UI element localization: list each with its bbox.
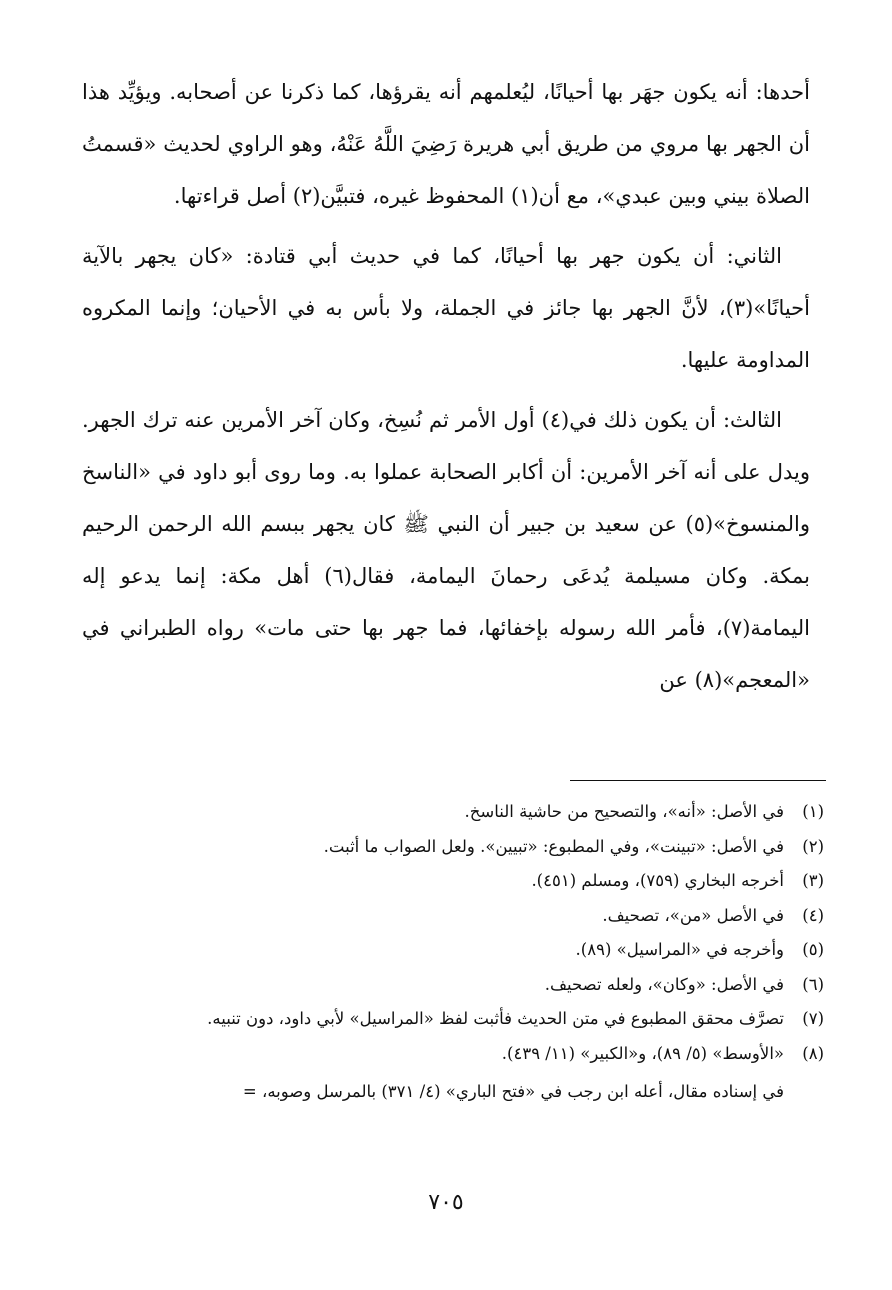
footnote-6 bbox=[82, 968, 824, 1003]
footnote-number: (٧) bbox=[802, 1009, 824, 1028]
footnotes bbox=[82, 795, 824, 1110]
footnote-number: (٨) bbox=[802, 1043, 824, 1063]
footnote-1 bbox=[82, 795, 824, 830]
footnote-7 bbox=[82, 1002, 824, 1037]
footnote-continuation: في إسناده مقال، أعله ابن رجب في «فتح الباري» (٤/ ٣٧١) بالمرسل وصوبه، = bbox=[242, 1082, 784, 1101]
footnote-3 bbox=[82, 864, 824, 899]
footnote-4 bbox=[82, 899, 824, 934]
footnote-2 bbox=[82, 830, 824, 865]
footnote-text: أخرجه البخاري (٧٥٩)، ومسلم (٤٥١). bbox=[531, 871, 784, 890]
footnote-number: (٥) bbox=[802, 940, 824, 959]
footnote-text: «الأوسط» (٥/ ٨٩)، و«الكبير» (١١/ ٤٣٩). bbox=[501, 1043, 784, 1063]
footnote-text: في الأصل: «تبينت»، وفي المطبوع: «تبيين». ولعل الصواب ما أثبت. bbox=[323, 836, 784, 856]
footnote-separator bbox=[570, 780, 826, 781]
footnote-number: (٦) bbox=[802, 974, 824, 994]
footnote-text: في الأصل: «وكان»، ولعله تصحيف. bbox=[544, 974, 784, 994]
footnote-text: في الأصل «من»، تصحيف. bbox=[602, 905, 784, 925]
footnote-number: (٣) bbox=[802, 871, 824, 890]
main-text bbox=[82, 66, 810, 714]
footnote-number: (٢) bbox=[802, 836, 824, 856]
page-number: ٧٠٥ bbox=[428, 1190, 464, 1215]
footnote-text: تصرَّف محقق المطبوع في متن الحديث فأثبت لفظ «المراسيل» لأبي داود، دون تنبيه. bbox=[207, 1009, 784, 1028]
footnote-text: وأخرجه في «المراسيل» (٨٩). bbox=[575, 940, 784, 959]
footnote-number: (٤) bbox=[802, 905, 824, 925]
paragraph-third: الثالث: أن يكون ذلك في(٤) أول الأمر ثم نُسِخ، وكان آخر الأمرين عنه ترك الجهر. ويدل على أنه آخر الأمرين: أن أكابر الصحابة عملوا به. وما روى أبو داود في «الناسخ والمنسوخ»(٥) عن سعيد بن جبير أن النبي ﷺ كان يجهر ببسم الله الرحمن الرحيم بمكة. وكان مسيلمة يُدعَى رحمانَ اليمامة، فقال(٦) أهل مكة: إنما يدعو إله اليمامة(٧)، فأمر الله رسوله بإخفائها، فما جهر بها حتى مات» رواه الطبراني في «المعجم»(٨) عن bbox=[82, 408, 810, 692]
paragraph-first: أحدها: أنه يكون جهَر بها أحيانًا، ليُعلمهم أنه يقرؤها، كما ذكرنا عن أصحابه. ويؤيِّد هذا أن الجهر بها مروي من طريق أبي هريرة رَضِيَ اللَّهُ عَنْهُ، وهو الراوي لحديث «قسمتُ الصلاة بيني وبين عبدي»، مع أن(١) المحفوظ غيره، فتبيَّن(٢) أصل قراءتها. bbox=[82, 80, 810, 208]
footnote-8 bbox=[82, 1037, 824, 1072]
footnote-number: (١) bbox=[802, 802, 824, 821]
footnote-5 bbox=[82, 933, 824, 968]
paragraph-second: الثاني: أن يكون جهر بها أحيانًا، كما في حديث أبي قتادة: «كان يجهر بالآية أحيانًا»(٣)، لأنَّ الجهر بها جائز في الجملة، ولا بأس به في الأحيان؛ وإنما المكروه المداومة عليها. bbox=[82, 244, 810, 372]
footnote-text: في الأصل: «أنه»، والتصحيح من حاشية الناسخ. bbox=[464, 802, 784, 821]
